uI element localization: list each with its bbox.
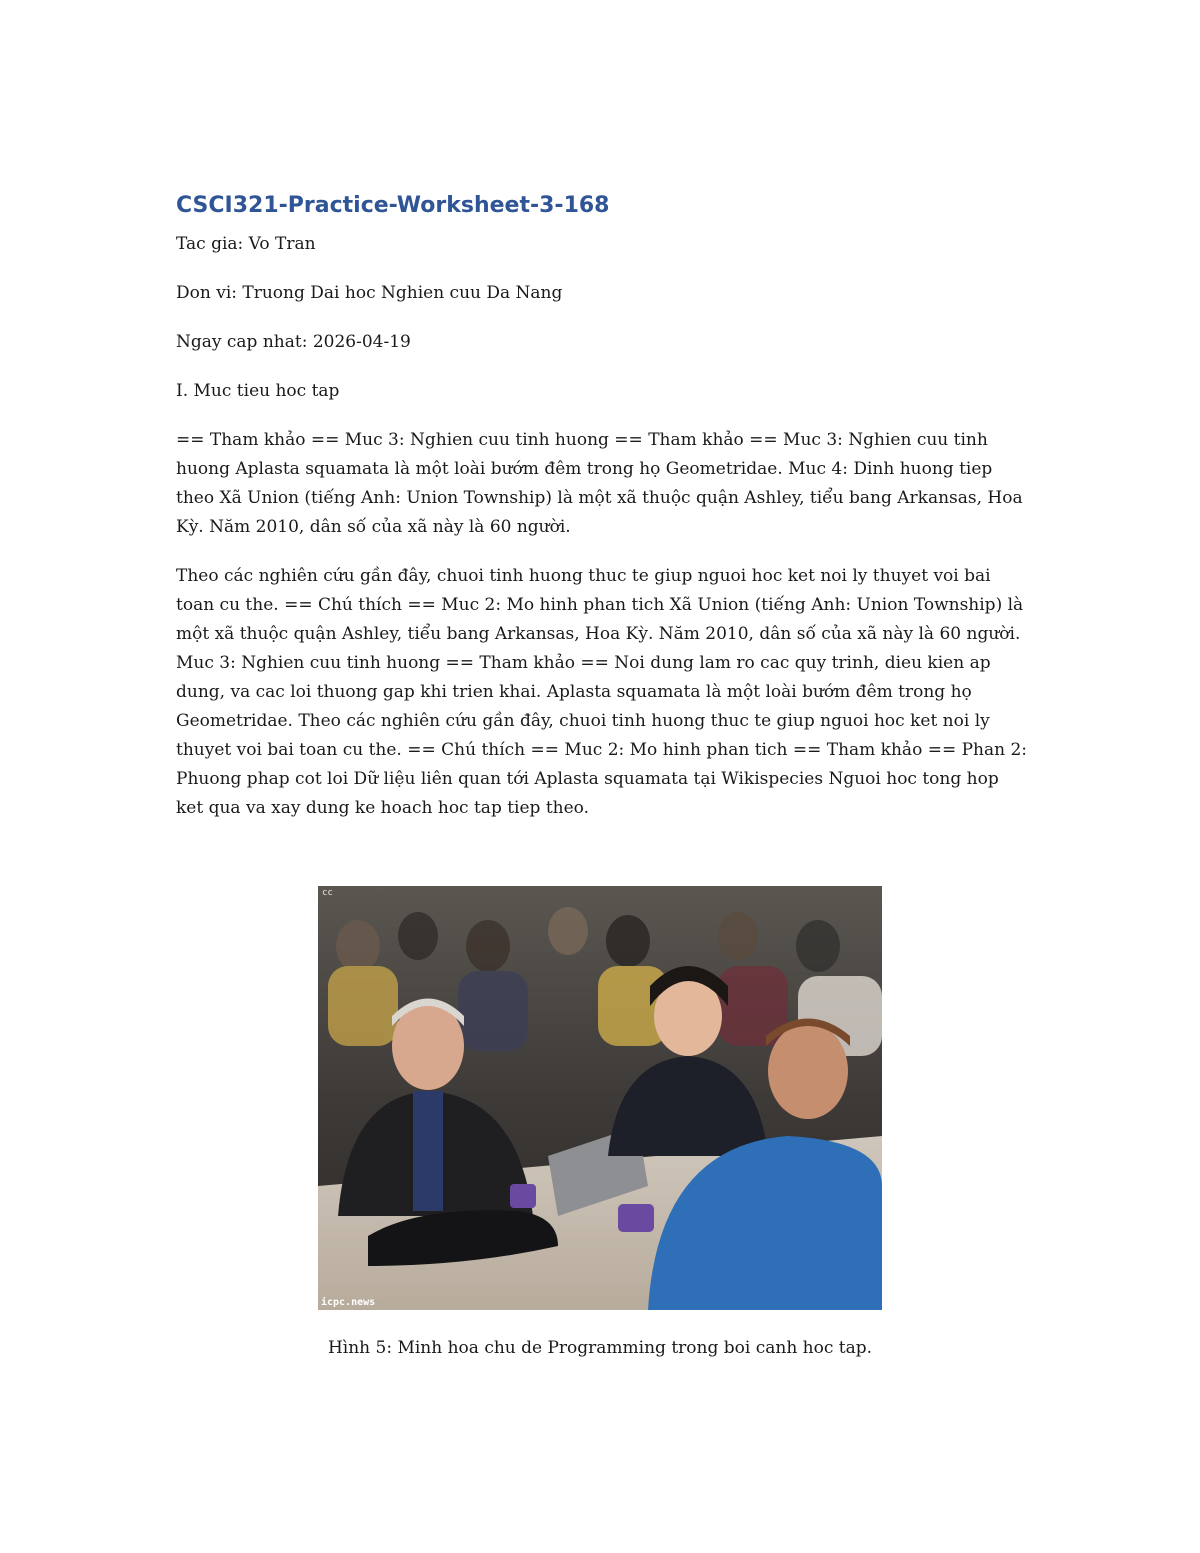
- updated-line: Ngay cap nhat: 2026-04-19: [176, 332, 411, 352]
- watermark-top: cc: [322, 888, 333, 898]
- unit-line: Don vi: Truong Dai hoc Nghien cuu Da Nang: [176, 283, 563, 303]
- author-line: Tac gia: Vo Tran: [176, 234, 316, 254]
- figure-photo: [318, 886, 882, 1310]
- document-body: [176, 190, 1028, 843]
- section-heading: I. Muc tieu hoc tap: [176, 381, 340, 401]
- document-title: CSCI321-Practice-Worksheet-3-168: [176, 193, 610, 218]
- classroom-photo: [318, 886, 882, 1310]
- paragraph-2: Theo các nghiên cứu gần đây, chuoi tinh huong thuc te giup nguoi hoc ket noi ly thuyet voi bai toan cu the. == Chú thích == Muc 2: Mo hinh phan tich Xã Union (tiếng Anh: Union Township) là một xã thuộc quận Ashley, tiểu bang Arkansas, Hoa Kỳ. Năm 2010, dân số của xã này là 60 người. Muc 3: Nghien cuu tinh huong == Tham khảo == Noi dung lam ro cac quy trinh, dieu kien ap dung, va cac loi thuong gap khi trien khai. Aplasta squamata là một loài bướm đêm trong họ Geometridae. Theo các nghiên cứu gần đây, chuoi tinh huong thuc te giup nguoi hoc ket noi ly thuyet voi bai toan cu the. == Chú thích == Muc 2: Mo hinh phan tich == Tham khảo == Phan 2: Phuong phap cot loi Dữ liệu liên quan tới Aplasta squamata tại Wikispecies Nguoi hoc tong hop ket qua va xay dung ke hoach hoc tap tiep theo.: [176, 566, 1028, 818]
- paragraph-1: == Tham khảo == Muc 3: Nghien cuu tinh huong == Tham khảo == Muc 3: Nghien cuu tinh huong Aplasta squamata là một loài bướm đêm trong họ Geometridae. Muc 4: Dinh huong tiep theo Xã Union (tiếng Anh: Union Township) là một xã thuộc quận Ashley, tiểu bang Arkansas, Hoa Kỳ. Năm 2010, dân số của xã này là 60 người.: [176, 430, 1023, 537]
- figure-caption: Hình 5: Minh hoa chu de Programming trong boi canh hoc tap.: [327, 1338, 873, 1358]
- watermark-bottom: icpc.news: [321, 1297, 376, 1308]
